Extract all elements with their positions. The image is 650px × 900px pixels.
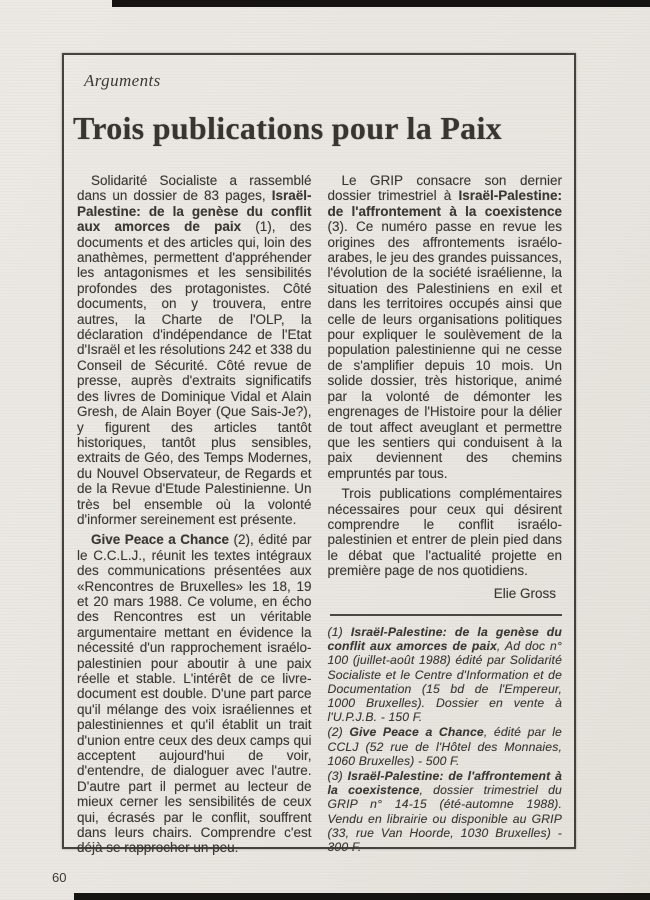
section-kicker: Arguments — [84, 71, 161, 90]
article-body — [77, 173, 563, 856]
footnote: (3) Israël-Palestine: de l'affrontement à la coexistence, dossier trimestriel du GRIP n° 14-15 (été-automne 1988). Vendu en librairie ou disponible au GRIP (33, rue Van Hoorde, 1030 Bruxelles) - 300 F. — [327, 769, 562, 855]
paragraph: Solidarité Socialiste a rassemblé dans un dossier de 83 pages, Israël-Palestine: de la genèse du conflit aux amorces de paix (1), des documents et des articles qui, loin des anathèmes, permettent d'appréhender les antagonismes et les sensibilités profondes des protagonistes. Côté documents, on y trouvera, entre autres, la Charte de l'OLP, la déclaration d'indépendance de l'Etat d'Israël et les résolutions 242 et 338 du Conseil de Sécurité. Côté revue de presse, auprès d'extraits significatifs des livres de Dominique Vidal et Alain Gresh, de Alain Boyer (Que Sais-Je?), y figurent des articles tantôt historiques, tantôt plus sensibles, extraits de Géo, des Temps Modernes, du Nouvel Observateur, de Regards et de la Revue d'Etude Palestinienne. Un très bel ensemble où la volonté d'informer sereinement est présente. — [77, 173, 312, 527]
paragraph: Give Peace a Chance (2), édité par le C.C.L.J., réunit les textes intégraux des communications présentées aux «Rencontres de Bruxelles» les 18, 19 et 20 mars 1988. Ce volume, en écho des Rencontres est un véritable argumentaire mettant en évidence la nécessité d'un rapprochement israélo-palestinien pour aboutir à une paix réelle et stable. L'intérêt de ce livre-document est double. D'une part parce qu'il mélange des voix israéliennes et palestiniennes et qu'il établit un trait d'union entre ceux des deux camps qui acceptent aujourd'hui de voir, d'entendre, de dialoguer avec l'autre. D'autre part il permet au lecteur de mieux cerner les sensibilités de ceux qui, écrasés par le conflit, souffrent dans leurs chairs. Comprendre c'est déjà se rapprocher un peu. — [77, 532, 312, 856]
footnotes — [328, 625, 563, 854]
article-frame — [62, 53, 576, 856]
article-title: Trois publications pour la Paix — [73, 110, 502, 146]
right-column — [327, 173, 563, 855]
footnote-divider — [330, 614, 563, 616]
page-number: 60 — [52, 870, 67, 885]
author-signature: Elie Gross — [493, 585, 556, 601]
scan-edge-bar-bottom — [74, 893, 650, 900]
paragraph: Le GRIP consacre son dernier dossier trimestriel à Israël-Palestine: de l'affrontement à la coexistence (3). Ce numéro passe en revue les origines des affrontements israélo-arabes, le jeu des grandes puissances, l'évolution de la société israélienne, la situation des Palestiniens en exil et dans les territoires occupés ainsi que celle de leurs organisations politiques pour expliquer le soulèvement de la population palestinienne qui ne cesse de s'amplifier depuis 10 mois. Un solide dossier, très historique, animé par la volonté de démonter les engrenages de l'Histoire pour la délier de tout affect aveuglant et permettre que les sentiers qui conduisent à la paix deviennent des chemins empruntés par tous. — [327, 173, 562, 481]
scan-edge-bar-top — [112, 0, 650, 7]
footnote: (1) Israël-Palestine: de la genèse du conflit aux amorces de paix, Ad doc n° 100 (juillet-août 1988) édité par Solidarité Socialiste et le Centre d'Information et de Documentation (15 bd de l'Empereur, 1000 Bruxelles). Dossier en vente à l'U.P.J.B. - 150 F. — [327, 624, 563, 725]
paragraph: Trois publications complémentaires nécessaires pour ceux qui désirent comprendre le conflit israélo-palestinien et entrer de plein pied dans le débat que l'actualité projette en première page de nos quotidiens. — [327, 486, 562, 579]
left-column — [77, 173, 312, 856]
footnote: (2) Give Peace a Chance, édité par le CCLJ (52 rue de l'Hôtel des Monnaies, 1060 Bruxelles) - 500 F. — [327, 725, 562, 768]
